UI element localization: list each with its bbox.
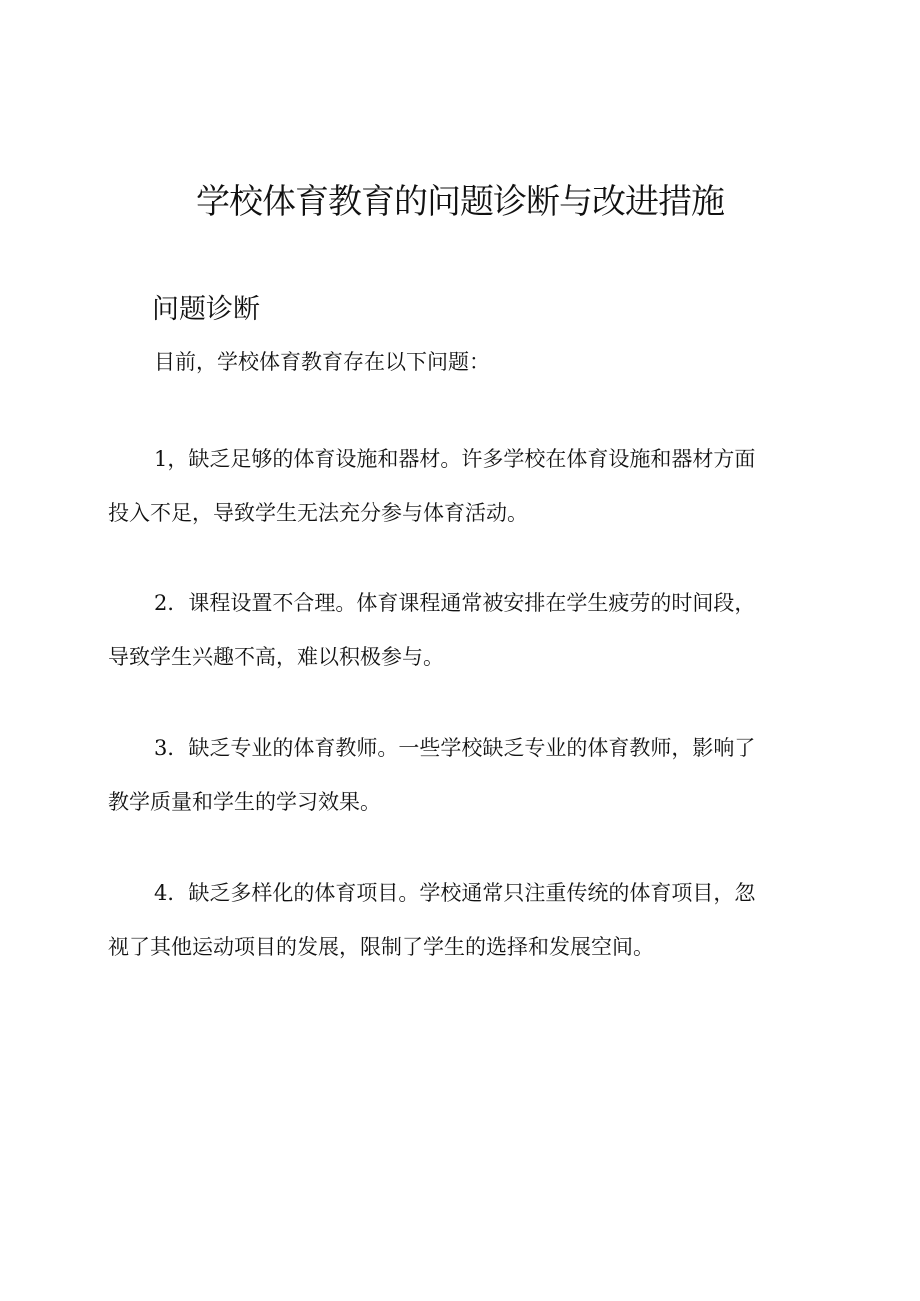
problem-item-3-line-1: 3．缺乏专业的体育教师。一些学校缺乏专业的体育教师，影响了	[154, 736, 756, 760]
problem-item-1-line-2: 投入不足，导致学生无法充分参与体育活动。	[108, 501, 528, 525]
problem-item-1	[108, 442, 820, 550]
problem-item-2	[108, 586, 820, 694]
problem-item-4-line-1: 4．缺乏多样化的体育项目。学校通常只注重传统的体育项目，忽	[154, 881, 756, 905]
problem-item-3	[108, 731, 820, 839]
intro-paragraph: 目前，学校体育教育存在以下问题：	[154, 350, 490, 374]
problem-item-3-line-2: 教学质量和学生的学习效果。	[108, 790, 381, 814]
problem-item-2-line-2: 导致学生兴趣不高，难以积极参与。	[108, 645, 444, 669]
problem-item-1-line-1: 1，缺乏足够的体育设施和器材。许多学校在体育设施和器材方面	[154, 447, 756, 471]
problem-item-4-line-2: 视了其他运动项目的发展，限制了学生的选择和发展空间。	[108, 935, 654, 959]
section-heading: 问题诊断	[152, 294, 260, 325]
problem-item-2-line-1: 2．课程设置不合理。体育课程通常被安排在学生疲劳的时间段，	[154, 591, 756, 615]
document-title: 学校体育教育的问题诊断与改进措施	[196, 182, 724, 222]
problem-item-4	[108, 876, 820, 984]
